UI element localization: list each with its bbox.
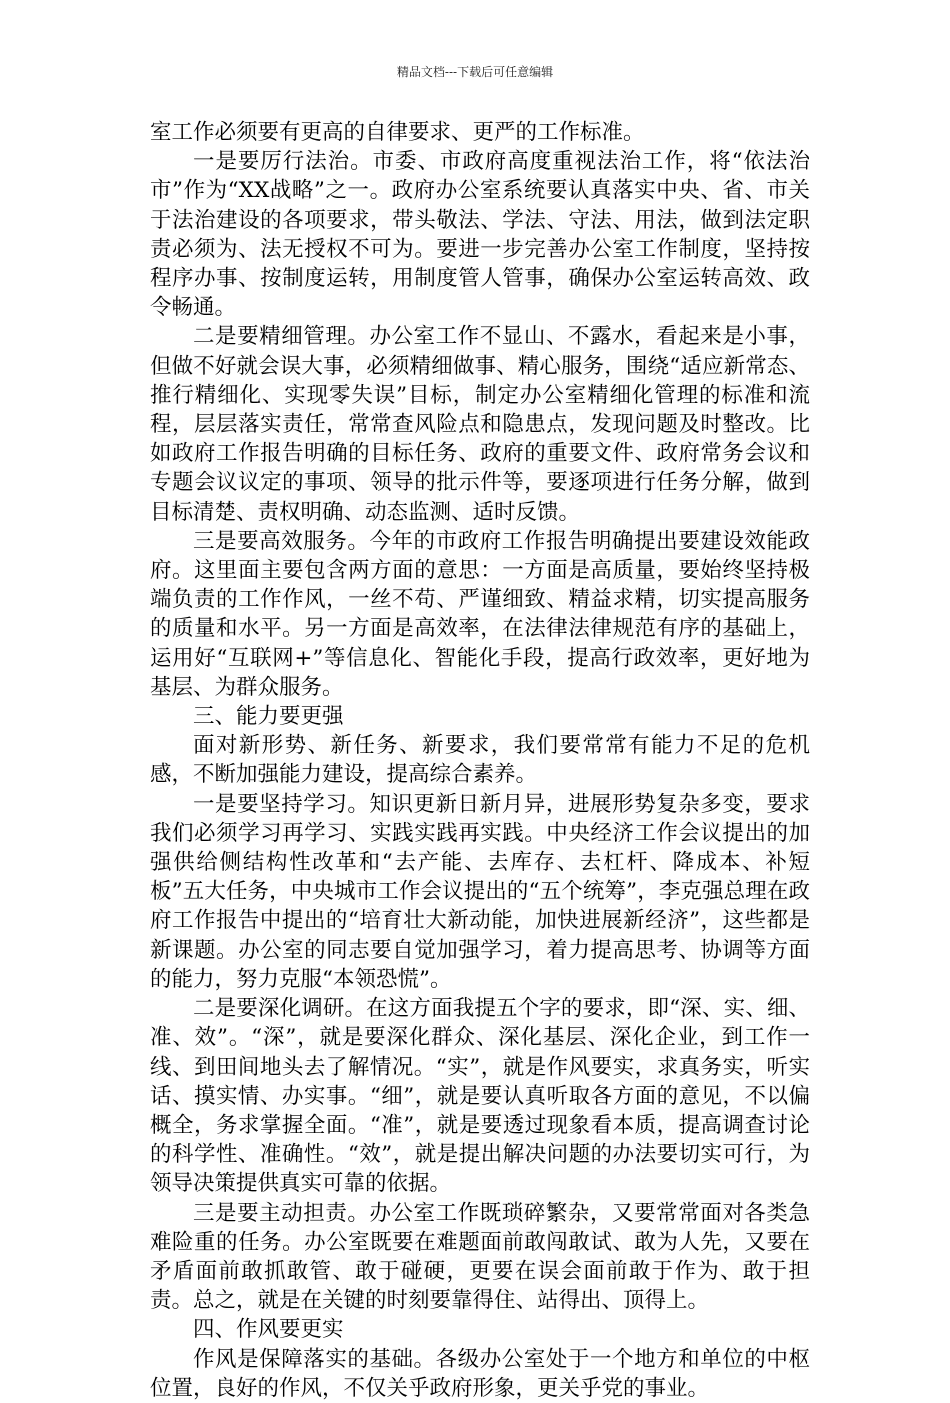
document-body [150,118,810,1403]
section-heading-work-style: 四、作风要更实 [193,1317,344,1343]
paragraph-fine-management: 二是要精细管理。办公室工作不显山、不露水，看起来是小事，但做不好就会误大事，必须精细做事、精心服务，围绕“适应新常态、推行精细化、实现零失误”目标，制定办公室精细化管理的标准和流程，层层落实责任，常常查风险点和隐患点，发现问题及时整改。比如政府工作报告明确的目标任务、政府的重要文件、政府常务会议和专题会议议定的事项、领导的批示件等，要逐项进行任务分解，做到目标清楚、责权明确、动态监测、适时反馈。 [150,324,810,525]
paragraph-work-style: 作风是保障落实的基础。各级办公室处于一个地方和单位的中枢位置，良好的作风，不仅关乎政府形象，更关乎党的事业。 [150,1346,810,1401]
section-heading-ability: 三、能力要更强 [193,704,344,730]
paragraph-continuation: 室工作必须要有更高的自律要求、更严的工作标准。 [150,120,645,145]
paragraph-research: 二是要深化调研。在这方面我提五个字的要求，即“深、实、细、准、效”。“深”，就是要深化群众、深化基层、深化企业，到工作一线、到田间地头去了解情况。“实”，就是作风要实，求真务实，听实话、摸实情、办实事。“细”，就是要认真听取各方面的意见，不以偏概全，务求掌握全面。“准”，就是要透过现象看本质，提高调查讨论的科学性、准确性。“效”，就是提出解决问题的办法要切实可行，为领导决策提供真实可靠的依据。 [150,996,810,1197]
paragraph-study: 一是要坚持学习。知识更新日新月异，进展形势复杂多变，要求我们必须学习再学习、实践实践再实践。中央经济工作会议提出的加强供给侧结构性改革和“去产能、去库存、去杠杆、降成本、补短板”五大任务，中央城市工作会议提出的“五个统筹”，李克强总理在政府工作报告中提出的“培育壮大新动能，加快进展新经济”，这些都是新课题。办公室的同志要自觉加强学习，着力提高思考、协调等方面的能力，努力克服“本领恐慌”。 [150,791,810,992]
paragraph-efficient-service: 三是要高效服务。今年的市政府工作报告明确提出要建设效能政府。这里面主要包含两方面的意思：一方面是高质量，要始终坚持极端负责的工作作风，一丝不苟、严谨细致、精益求精，切实提高服务的质量和水平。另一方面是高效率，在法律法律规范有序的基础上，运用好“互联网+”等信息化、智能化手段，提高行政效率，更好地为基层、为群众服务。 [150,528,810,700]
paragraph-ability-intro: 面对新形势、新任务、新要求，我们要常常有能力不足的危机感，不断加强能力建设，提高综合素养。 [150,733,810,788]
paragraph-responsibility: 三是要主动担责。办公室工作既琐碎繁杂，又要常常面对各类急难险重的任务。办公室既要在难题面前敢闯敢试、敢为人先，又要在矛盾面前敢抓敢管、敢于碰硬，更要在误会面前敢于作为、敢于担责。总之，就是在关键的时刻要靠得住、站得出、顶得上。 [150,1200,810,1314]
paragraph-rule-of-law: 一是要厉行法治。市委、市政府高度重视法治工作，将“依法治市”作为“XX战略”之一。政府办公室系统要认真落实中央、省、市关于法治建设的各项要求，带头敬法、学法、守法、用法，做到法定职责必须为、法无授权不可为。要进一步完善办公室工作制度，坚持按程序办事、按制度运转，用制度管人管事，确保办公室运转高效、政令畅通。 [150,149,810,321]
page-header: 精品文档---下载后可任意编辑 [396,65,554,79]
